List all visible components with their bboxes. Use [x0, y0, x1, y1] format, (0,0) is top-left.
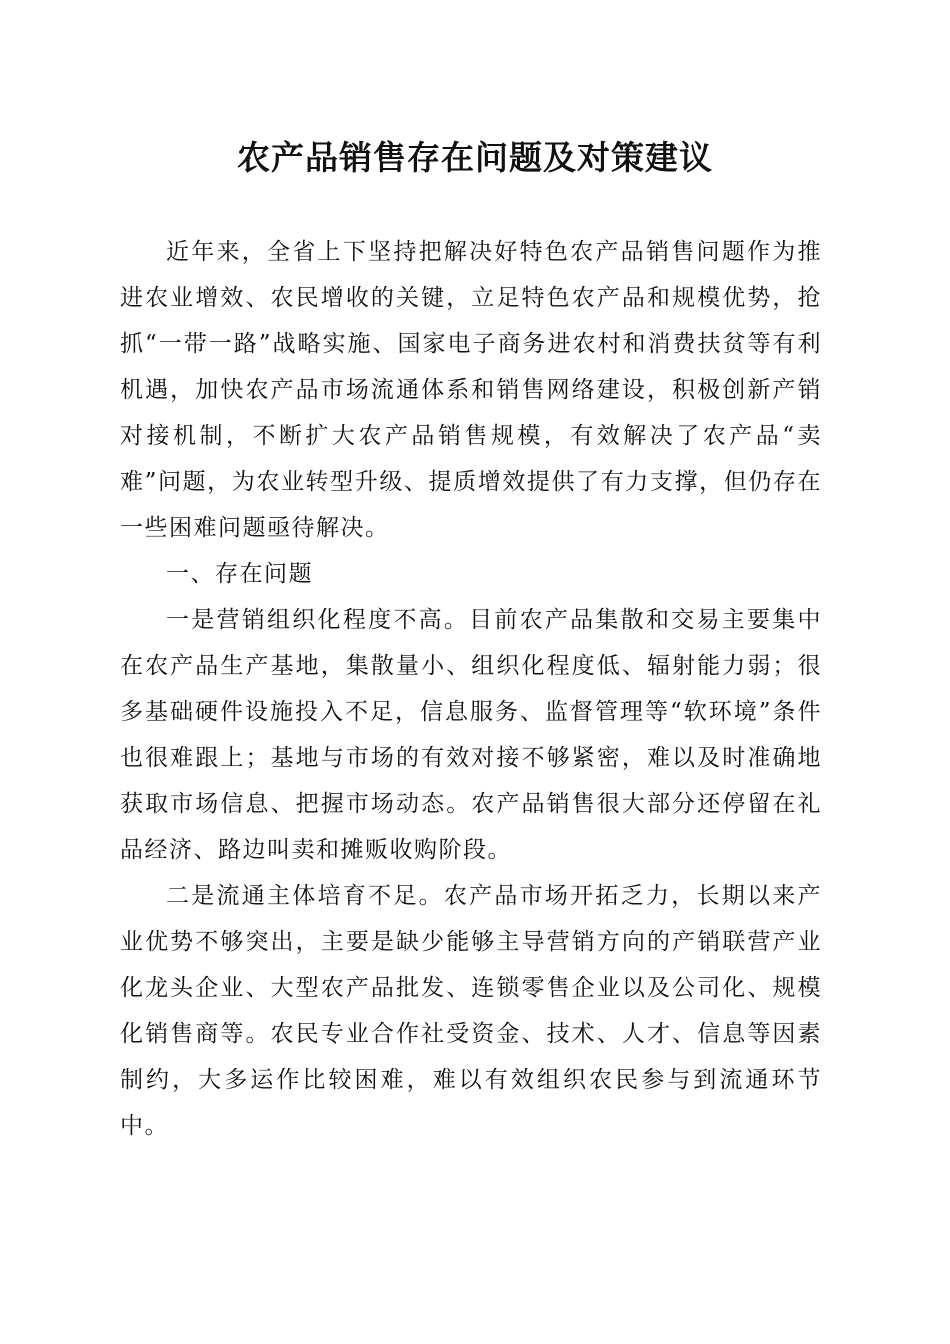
document-title: 农产品销售存在问题及对策建议 — [237, 138, 713, 177]
intro-paragraph: 近年来，全省上下坚持把解决好特色农产品销售问题作为推进农业增效、农民增收的关键，立足特色农产品和规模优势，抢抓“一带一路”战略实施、国家电子商务进农村和消费扶贫等有利机遇，加快农产品市场流通体系和销售网络建设，积极创新产销对接机制，不断扩大农产品销售规模，有效解决了农产品“卖难”问题，为农业转型升级、提质增效提供了有力支撑，但仍存在一些困难问题亟待解决。 — [120, 239, 822, 541]
problem-1-lead: 一是营销组织化程度不高。 — [166, 607, 470, 633]
problem-paragraph-2 — [120, 873, 822, 1149]
document-body — [120, 229, 822, 1149]
problem-paragraph-1 — [120, 597, 822, 873]
problem-1-text: 目前农产品集散和交易主要集中在农产品生产基地，集散量小、组织化程度低、辐射能力弱；很多基础硬件设施投入不足，信息服务、监督管理等“软环境”条件也很难跟上；基地与市场的有效对接不够紧密，难以及时准确地获取市场信息、把握市场动态。农产品销售很大部分还停留在礼品经济、路边叫卖和摊贩收购阶段。 — [120, 607, 823, 863]
section-heading-problems: 一、存在问题 — [166, 561, 313, 587]
problem-2-lead: 二是流通主体培育不足。 — [166, 883, 444, 909]
problem-2-text: 农产品市场开拓乏力，长期以来产业优势不够突出，主要是缺少能够主导营销方向的产销联营产业化龙头企业、大型农产品批发、连锁零售企业以及公司化、规模化销售商等。农民专业合作社受资金、技术、人才、信息等因素制约，大多运作比较困难，难以有效组织农民参与到流通环节中。 — [120, 883, 823, 1139]
